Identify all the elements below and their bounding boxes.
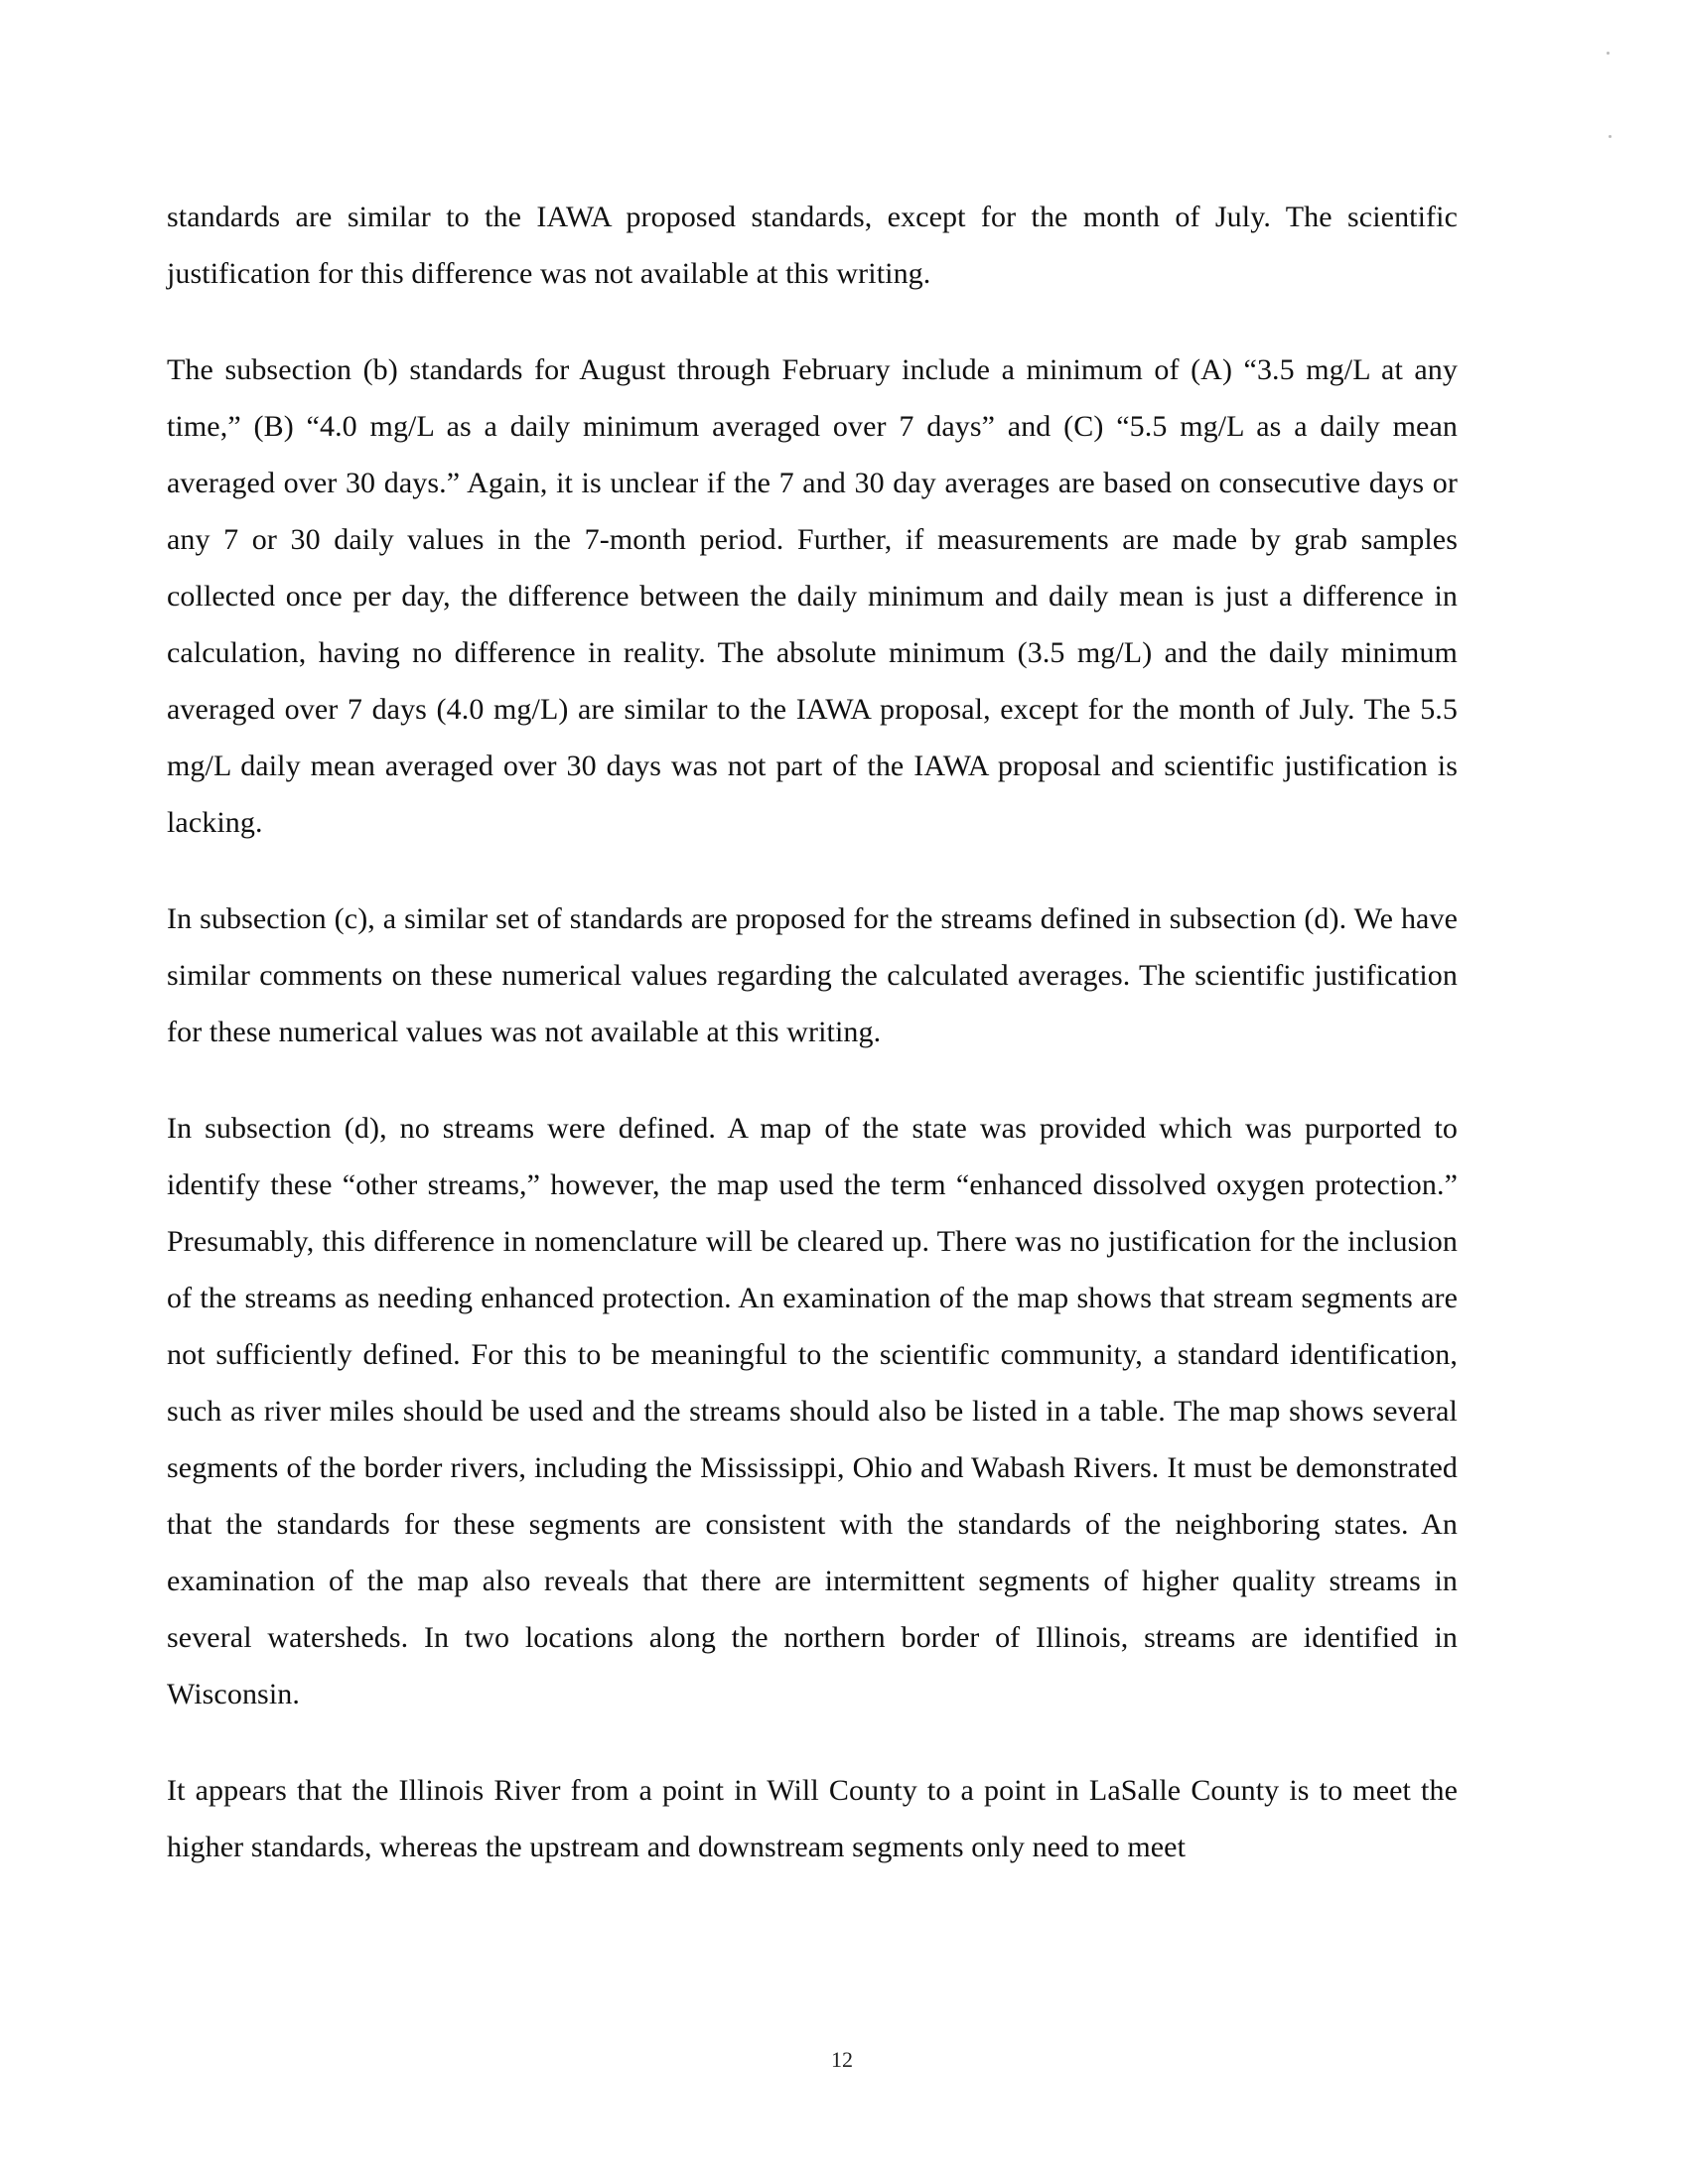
paragraph: It appears that the Illinois River from a point in Will County to a point in LaSalle County is to meet the higher standards, whereas the upstream and downstream segments only need to meet: [167, 1774, 1458, 1863]
page-number: 12: [831, 2047, 853, 2072]
paragraph: In subsection (d), no streams were defined. A map of the state was provided which was purported to identify these “other streams,” however, the map used the term “enhanced dissolved oxygen protection.” Presumably, this difference in nomenclature will be cleared up. There was no justification for the inclusion of the streams as needing enhanced protection. An examination of the map shows that stream segments are not sufficiently defined. For this to be meaningful to the scientific community, a standard identification, such as river miles should be used and the streams should also be listed in a table. The map shows several segments of the border rivers, including the Mississippi, Ohio and Wabash Rivers. It must be demonstrated that the standards for these segments are consistent with the standards of the neighboring states. An examination of the map also reveals that there are intermittent segments of higher quality streams in several watersheds. In two locations along the northern border of Illinois, streams are identified in Wisconsin.: [167, 1112, 1458, 1710]
body-text: [167, 189, 1458, 1915]
scan-speck: [1609, 135, 1612, 138]
paragraph: In subsection (c), a similar set of standards are proposed for the streams defined in subsection (d). We have similar comments on these numerical values regarding the calculated averages. The scientific justification for these numerical values was not available at this writing.: [167, 902, 1458, 1048]
scan-speck: [1607, 52, 1610, 55]
paragraph: The subsection (b) standards for August through February include a minimum of (A) “3.5 mg/L at any time,” (B) “4.0 mg/L as a daily minimum averaged over 7 days” and (C) “5.5 mg/L as a daily mean averaged over 30 days.” Again, it is unclear if the 7 and 30 day averages are based on consecutive days or any 7 or 30 daily values in the 7-month period. Further, if measurements are made by grab samples collected once per day, the difference between the daily minimum and daily mean is just a difference in calculation, having no difference in reality. The absolute minimum (3.5 mg/L) and the daily minimum averaged over 7 days (4.0 mg/L) are similar to the IAWA proposal, except for the month of July. The 5.5 mg/L daily mean averaged over 30 days was not part of the IAWA proposal and scientific justification is lacking.: [167, 353, 1458, 839]
paragraph: standards are similar to the IAWA proposed standards, except for the month of July. The scientific justification for this difference was not available at this writing.: [167, 201, 1458, 290]
